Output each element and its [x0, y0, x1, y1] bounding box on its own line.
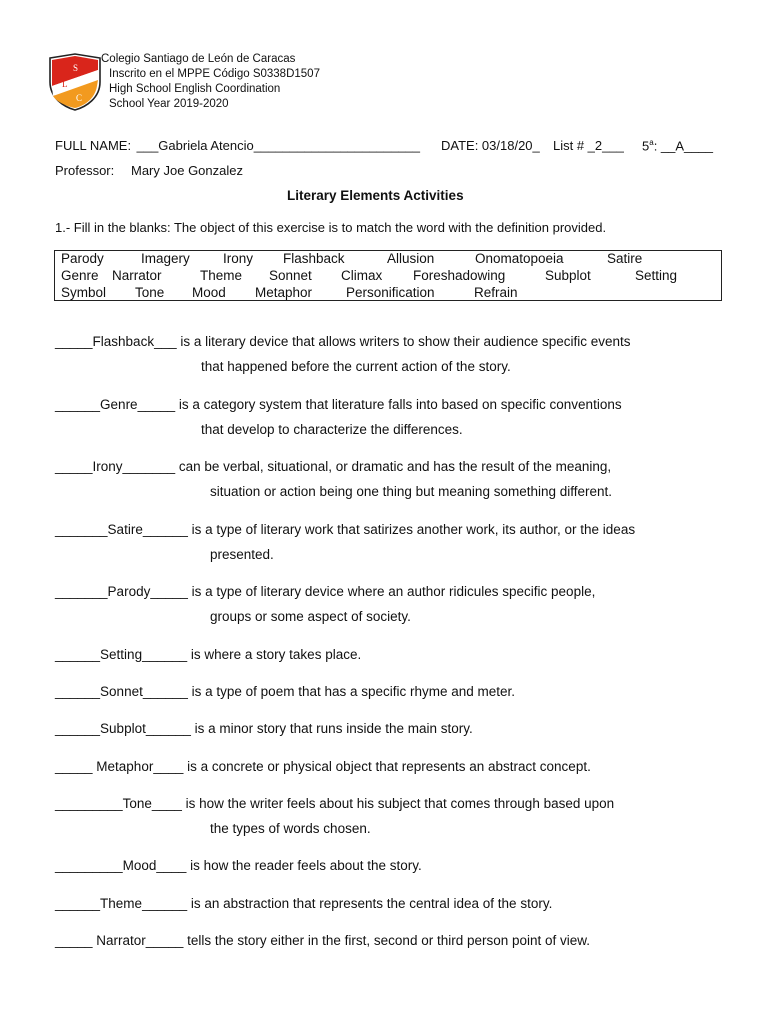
- word-bank-item: Allusion: [387, 251, 435, 266]
- item-5: [55, 584, 595, 599]
- word-bank-item: Satire: [607, 251, 643, 266]
- item-3-continued: situation or action being one thing but meaning something different.: [210, 484, 613, 499]
- definition: is how the reader feels about the story.: [186, 858, 422, 873]
- answer-blank: ______Sonnet______: [55, 684, 188, 699]
- answer-blank: _____ Narrator_____: [55, 933, 184, 948]
- school-logo: [46, 50, 104, 112]
- word-bank-item: Onomatopoeia: [475, 251, 564, 266]
- word-bank-item: Sonnet: [269, 268, 312, 283]
- answer-blank: _____ Metaphor____: [55, 759, 184, 774]
- logo-letter-c: C: [76, 93, 83, 103]
- definition: tells the story either in the first, second or third person point of view.: [183, 933, 591, 948]
- answer-blank: ______Genre_____: [55, 397, 176, 412]
- word-bank: [54, 250, 722, 301]
- definition: is a type of literary device where an author ridicules specific people,: [187, 584, 596, 599]
- word-bank-item: Refrain: [474, 285, 518, 300]
- logo-letter-l: L: [62, 79, 68, 89]
- word-bank-item: Theme: [200, 268, 243, 283]
- item-1-continued: that happened before the current action of the story.: [201, 359, 511, 374]
- definition: is a type of literary work that satirizes another work, its author, or the ideas: [187, 522, 636, 537]
- coordination: High School English Coordination: [109, 83, 281, 95]
- grade-field: [642, 138, 713, 153]
- item-9: [55, 759, 591, 774]
- item-4-continued: presented.: [210, 547, 274, 562]
- fullname-label: FULL NAME:: [55, 138, 132, 153]
- grade-section: : __A____: [653, 138, 713, 154]
- grade-superscript: a: [649, 138, 654, 147]
- item-2: [55, 397, 622, 412]
- word-bank-item: Tone: [135, 285, 165, 300]
- word-bank-item: Flashback: [283, 251, 345, 266]
- answer-blank: _______Parody_____: [55, 584, 188, 599]
- word-bank-item: Mood: [192, 285, 226, 300]
- definition: is how the writer feels about his subject that comes through based upon: [181, 796, 615, 811]
- page-title: Literary Elements Activities: [287, 188, 464, 203]
- word-bank-item: Metaphor: [255, 285, 313, 300]
- item-2-continued: that develop to characterize the differences.: [201, 422, 463, 437]
- word-bank-item: Personification: [346, 285, 435, 300]
- item-10-continued: the types of words chosen.: [210, 821, 371, 836]
- definition: is an abstraction that represents the central idea of the story.: [187, 896, 553, 911]
- item-5-continued: groups or some aspect of society.: [210, 609, 411, 624]
- definition: is a concrete or physical object that represents an abstract concept.: [183, 759, 591, 774]
- answer-blank: _________Mood____: [55, 858, 187, 873]
- item-1: [55, 334, 631, 349]
- definition: is where a story takes place.: [187, 647, 362, 662]
- definition: is a minor story that runs inside the main story.: [190, 721, 473, 736]
- fullname-value: ___Gabriela Atencio_______________________: [133, 138, 420, 153]
- answer-blank: ______Setting______: [55, 647, 188, 662]
- answer-blank: ______Subplot______: [55, 721, 191, 736]
- word-bank-item: Symbol: [61, 285, 107, 300]
- definition: is a type of poem that has a specific rhyme and meter.: [187, 684, 516, 699]
- answer-blank: _____Flashback___: [55, 334, 177, 349]
- definition: is a literary device that allows writers to show their audience specific events: [176, 334, 631, 349]
- word-bank-item: Setting: [635, 268, 678, 283]
- item-12: [55, 896, 552, 911]
- word-bank-item: Narrator: [112, 268, 162, 283]
- school-registration: Inscrito en el MPPE Código S0338D1507: [109, 68, 320, 80]
- logo-letter-s: S: [73, 63, 79, 73]
- item-13: [55, 933, 590, 948]
- word-bank-item: Irony: [223, 251, 254, 266]
- item-3: [55, 459, 611, 474]
- answer-blank: _____Irony_______: [55, 459, 176, 474]
- school-name: Colegio Santiago de León de Caracas: [101, 53, 296, 65]
- item-4: [55, 522, 635, 537]
- instruction: 1.- Fill in the blanks: The object of this exercise is to match the word with the definition provided.: [55, 220, 607, 235]
- item-10: [55, 796, 614, 811]
- item-11: [55, 858, 422, 873]
- word-bank-item: Imagery: [141, 251, 190, 266]
- professor-name: Mary Joe Gonzalez: [131, 163, 243, 178]
- answer-blank: _______Satire______: [55, 522, 188, 537]
- item-7: [55, 684, 515, 699]
- word-bank-item: Genre: [61, 268, 99, 283]
- definition: can be verbal, situational, or dramatic and has the result of the meaning,: [175, 459, 612, 474]
- list-number-field: List # _2___: [553, 138, 624, 153]
- answer-blank: _________Tone____: [55, 796, 182, 811]
- word-bank-item: Foreshadowing: [413, 268, 506, 283]
- school-year: School Year 2019-2020: [109, 98, 229, 110]
- date-field: DATE: 03/18/20_: [441, 138, 540, 153]
- item-6: [55, 647, 361, 662]
- word-bank-item: Parody: [61, 251, 104, 266]
- item-8: [55, 721, 473, 736]
- grade-number: 5: [642, 138, 650, 154]
- answer-blank: ______Theme______: [55, 896, 188, 911]
- definition: is a category system that literature falls into based on specific conventions: [175, 397, 622, 412]
- word-bank-item: Climax: [341, 268, 383, 283]
- word-bank-item: Subplot: [545, 268, 591, 283]
- professor-label: Professor:: [55, 163, 115, 178]
